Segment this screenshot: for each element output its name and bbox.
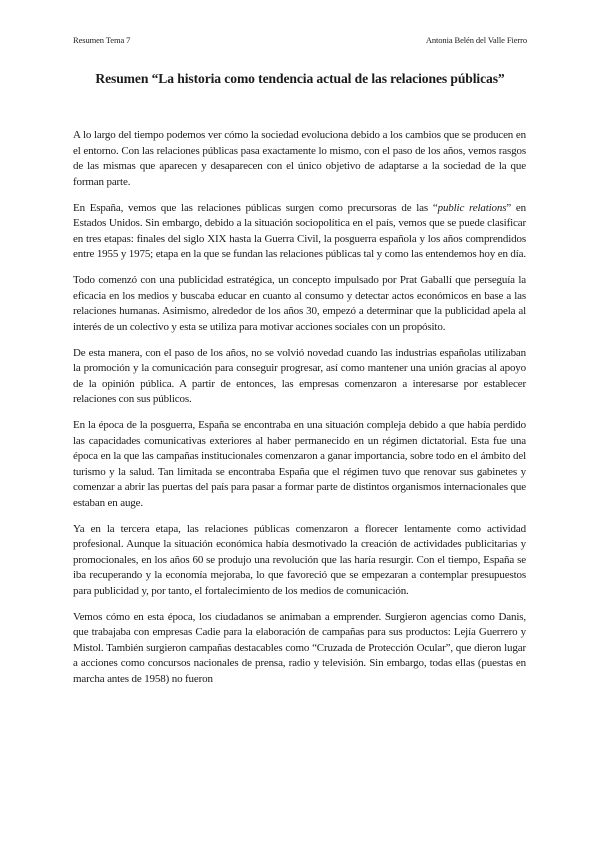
paragraph-2-after: ” en Estados Unidos. Sin embargo, debido a la situación sociopolítica en el país, vemos que se puede clasificar en tres etapas: finales del siglo XIX hasta la Guerra Civil, la posguerra española y los años comprendidos entre 1955 y 1975; etapa en la que se fundan las relaciones públicas tal y como las entendemos hoy en día. [73, 201, 526, 260]
paragraph-1: A lo largo del tiempo podemos ver cómo la sociedad evoluciona debido a los cambios que se producen en el entorno. Con las relaciones públicas pasa exactamente lo mismo, con el paso de los años, vemos rasgos de las mismas que aparecen y desaparecen con el único objetivo de adaptarse a la sociedad de la que forman parte. [73, 129, 526, 188]
paragraph-4: De esta manera, con el paso de los años, no se volvió novedad cuando las industrias españolas utilizaban la promoción y la comunicación para conseguir progresar, así como mantener una unión gracias al apoyo de la opinión pública. A partir de entonces, las empresas comenzaron a interesarse por establecer relaciones con sus públicos. [73, 346, 526, 405]
document-body [73, 128, 526, 698]
paragraph-5: En la época de la posguerra, España se encontraba en una situación compleja debido a que había perdido las capacidades comunicativas exteriores al haber permanecido en un régimen dictatorial. Esta fue una época en la que las campañas institucionales comenzaron a ganar importancia, sobre todo en el ámbito del turismo y la salud. Tan limitada se encontraba España que el régimen tuvo que renovar sus gabinetes y comenzar a abrir las puertas del país para pasar a formar parte de distintos organismos internacionales que estaban en auge. [73, 419, 526, 509]
page-header [73, 35, 527, 47]
paragraph-2 [73, 201, 526, 263]
document-title: Resumen “La historia como tendencia actual de las relaciones públicas” [95, 71, 505, 86]
paragraph-2-italic-term: public relations [437, 201, 507, 214]
paragraph-2-before: En España, vemos que las relaciones públicas surgen como precursoras de las “ [73, 201, 438, 214]
paragraph-3: Todo comenzó con una publicidad estratégica, un concepto impulsado por Prat Gaballí que perseguía la eficacia en los medios y buscaba educar en cuanto al consumo y detectar actos económicos en base a las relaciones humanas. Asimismo, alrededor de los años 30, empezó a determinar que la publicidad apela al interés de un colectivo y esta se utiliza para motivar acciones sociales con un propósito. [73, 274, 526, 333]
paragraph-7: Vemos cómo en esta época, los ciudadanos se animaban a emprender. Surgieron agencias como Danis, que trabajaba con empresas Cadie para la elaboración de campañas para sus productos: Lejía Guerrero y Mistol. También surgieron campañas destacables como “Cruzada de Protección Ocular”, que dieron lugar a acciones como concursos nacionales de prensa, radio y televisión. Sin embargo, todas ellas (puestas en marcha antes de 1958) no fueron [73, 610, 526, 685]
header-author-text: Antonia Belén del Valle Fierro [425, 35, 527, 45]
paragraph-6: Ya en la tercera etapa, las relaciones públicas comenzaron a florecer lentamente como actividad profesional. Aunque la situación económica había desmotivado la creación de actividades publicitarias y promocionales, en los años 60 se produjo una revolución que las haría resurgir. Con el tiempo, España se iba recuperando y la economía mejoraba, lo que favoreció que se empezaran a contemplar presupuestos para publicidad y, por tanto, el fortalecimiento de los medios de comunicación. [73, 522, 526, 597]
header-left-text: Resumen Tema 7 [73, 35, 131, 45]
